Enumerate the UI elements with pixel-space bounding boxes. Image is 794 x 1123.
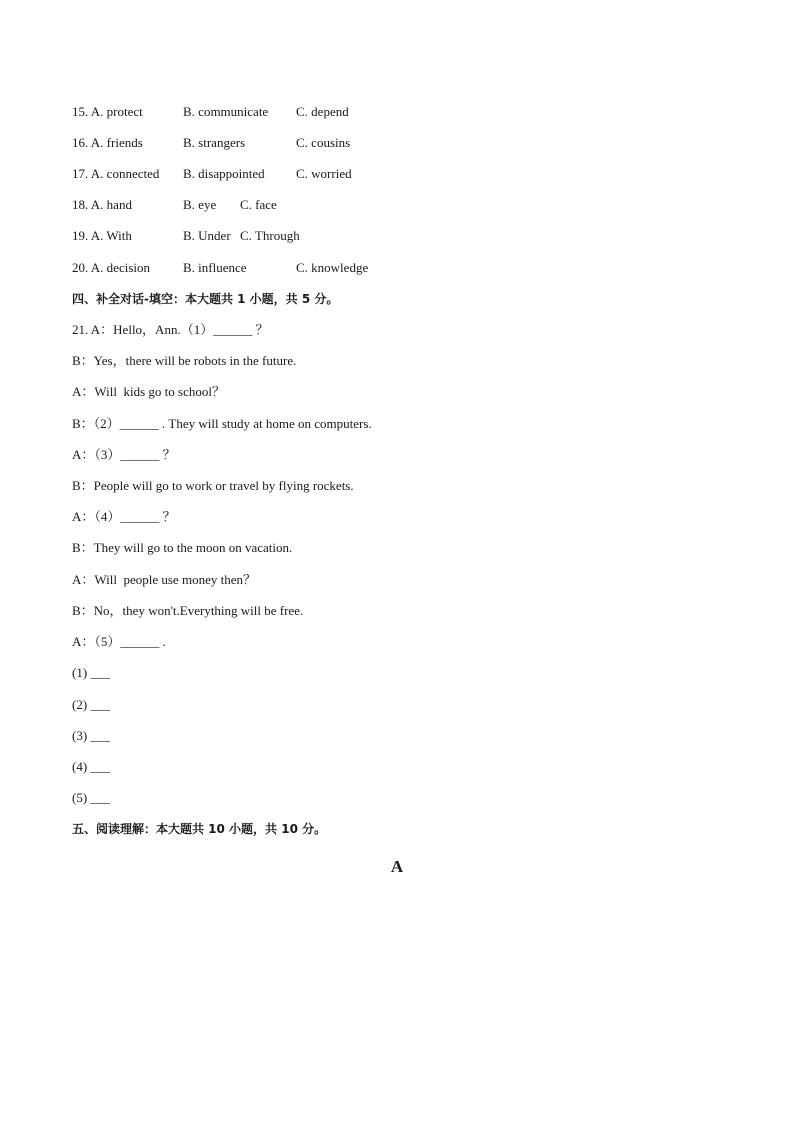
answer-blank-3: (3) ___ (72, 728, 110, 743)
choice-19-a: 19. A. With (72, 228, 132, 243)
dialogue-line: B：People will go to work or travel by flying rockets. (72, 478, 354, 493)
choice-18-b: B. eye (183, 197, 217, 212)
answer-blank-4: (4) ___ (72, 759, 110, 774)
choice-19-b: B. Under (183, 228, 231, 243)
dialogue-line: B：They will go to the moon on vacation. (72, 540, 293, 555)
choice-20-c: C. knowledge (296, 260, 369, 275)
dialogue-line: A：（5）______ . (72, 634, 166, 649)
choice-19-c: C. Through (240, 228, 300, 243)
dialogue-line: B：Yes，there will be robots in the future. (72, 353, 297, 368)
choice-16-b: B. strangers (183, 135, 246, 150)
choice-18-a: 18. A. hand (72, 197, 132, 212)
dialogue-line: B：No，they won't.Everything will be free. (72, 603, 304, 618)
choice-15-b: B. communicate (183, 104, 269, 119)
dialogue-line: A：（3）______ ？ (72, 447, 176, 462)
choice-17-b: B. disappointed (183, 166, 265, 181)
dialogue-line: 21. A：Hello，Ann.（1）______ ？ (72, 322, 269, 337)
section-4-title: 四、补全对话-填空：本大题共 1 小题，共 5 分。 (72, 292, 339, 306)
passage-label: A (390, 857, 404, 876)
choice-20-b: B. influence (183, 260, 247, 275)
answer-blank-2: (2) ___ (72, 697, 110, 712)
section-5-title: 五、阅读理解：本大题共 10 小题，共 10 分。 (72, 822, 327, 836)
choice-16-c: C. cousins (296, 135, 351, 150)
choice-15-c: C. depend (296, 104, 349, 119)
choice-17-c: C. worried (296, 166, 352, 181)
choice-17-a: 17. A. connected (72, 166, 160, 181)
dialogue-line: B：（2）______ . They will study at home on computers. (72, 416, 372, 431)
dialogue-line: A：（4）______ ？ (72, 509, 176, 524)
dialogue-line: A：Will kids go to school？ (72, 384, 225, 399)
choice-18-c: C. face (240, 197, 277, 212)
dialogue-line: A：Will people use money then？ (72, 572, 256, 587)
choice-15-a: 15. A. protect (72, 104, 143, 119)
answer-blank-1: (1) ___ (72, 665, 110, 680)
answer-blank-5: (5) ___ (72, 790, 110, 805)
choice-20-a: 20. A. decision (72, 260, 150, 275)
choice-16-a: 16. A. friends (72, 135, 143, 150)
